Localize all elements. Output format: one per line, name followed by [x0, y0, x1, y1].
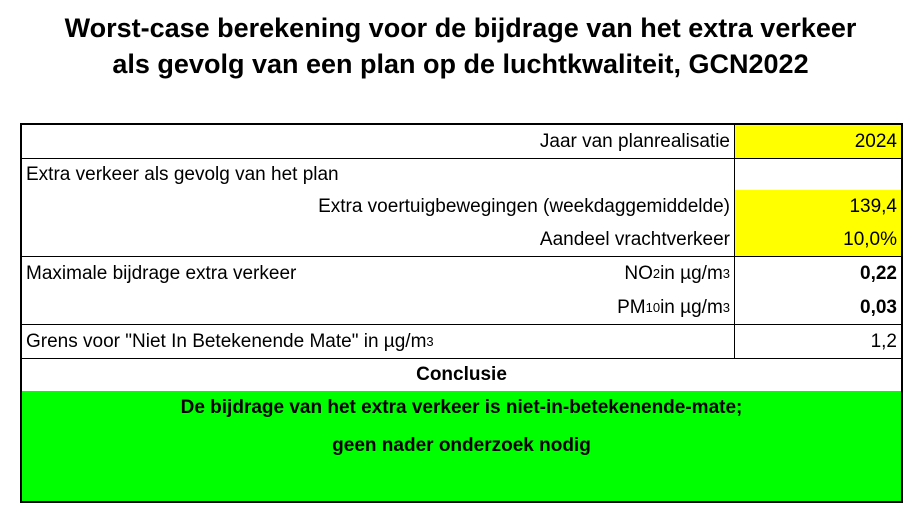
row-extra-verkeer	[22, 159, 901, 190]
grens-value: 1,2	[734, 325, 901, 358]
conclusie-header: Conclusie	[416, 364, 507, 385]
title-line-1: Worst-case berekening voor de bijdrage van het extra verkeer	[64, 13, 857, 43]
pm10-value: 0,03	[734, 291, 901, 324]
vrachtverkeer-label: Aandeel vrachtverkeer	[539, 228, 730, 250]
bewegingen-value[interactable]: 139,4	[734, 190, 901, 223]
conclusion-line-2: geen nader onderzoek nodig	[332, 435, 591, 456]
calculation-table	[20, 123, 903, 503]
no2-unit-label: NO 2 in µg/m 3	[624, 263, 730, 284]
pm10-unit-label: PM 10 in µg/m 3	[617, 296, 730, 318]
conclusion-box	[22, 391, 901, 501]
row-max-pm10	[22, 291, 901, 325]
extra-verkeer-value-empty	[734, 159, 901, 190]
jaar-label: Jaar van planrealisatie	[539, 130, 730, 152]
row-bewegingen	[22, 190, 901, 223]
row-jaar	[22, 125, 901, 159]
bewegingen-label: Extra voertuigbewegingen (weekdaggemiddelde)	[318, 195, 730, 217]
row-grens	[22, 325, 901, 359]
row-max-no2	[22, 257, 901, 291]
title-line-2: als gevolg van een plan op de luchtkwaliteit, GCN2022	[112, 49, 809, 79]
no2-value: 0,22	[734, 257, 901, 291]
pm10-unit: in µg/m	[660, 296, 723, 318]
jaar-value[interactable]: 2024	[734, 125, 901, 158]
conclusion-line-1: De bijdrage van het extra verkeer is niet-in-betekenende-mate;	[180, 397, 743, 418]
pm10-pollutant: PM	[617, 296, 646, 318]
max-bijdrage-label: Maximale bijdrage extra verkeer	[26, 263, 297, 284]
no2-pollutant: NO	[624, 263, 653, 284]
page-title	[0, 10, 921, 82]
row-conclusie-header	[22, 359, 901, 391]
grens-label: Grens voor "Niet In Betekenende Mate" in µg/m 3	[26, 330, 434, 352]
row-vrachtverkeer	[22, 223, 901, 257]
no2-unit: in µg/m	[660, 263, 723, 284]
vrachtverkeer-value[interactable]: 10,0%	[734, 223, 901, 256]
grens-label-text: Grens voor "Niet In Betekenende Mate" in µg/m	[26, 330, 427, 352]
extra-verkeer-label: Extra verkeer als gevolg van het plan	[26, 163, 339, 185]
